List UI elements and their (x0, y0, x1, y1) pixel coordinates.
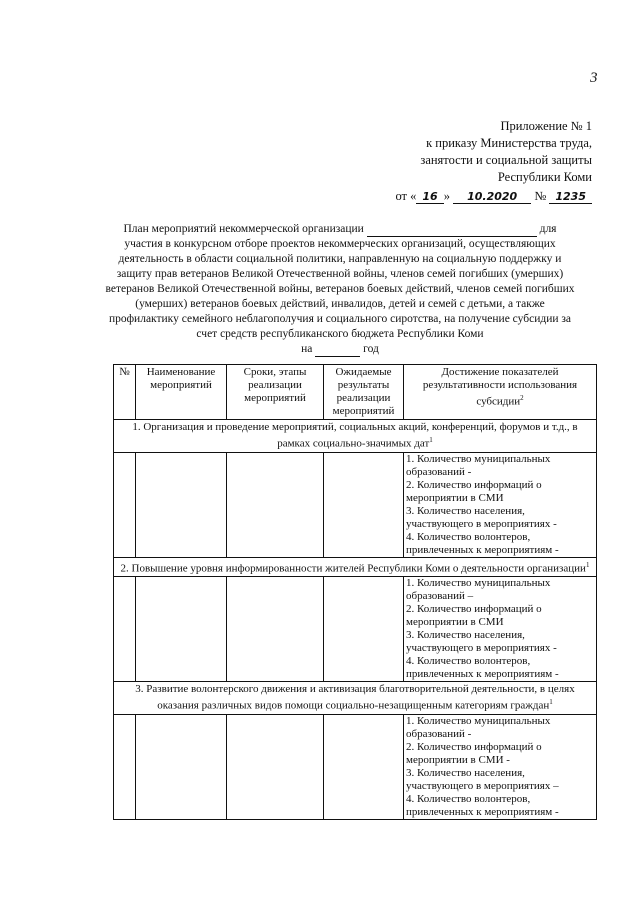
cell-terms (227, 577, 324, 682)
handwritten-month-year: 10.2020 (453, 190, 531, 204)
date-prefix: от « (395, 189, 417, 203)
cell-indicators (404, 577, 597, 682)
cell-expected (324, 452, 404, 557)
indicator-item: 4. Количество волонтеров, привлеченных к мероприятиям - (406, 530, 559, 556)
indicator-item: 3. Количество населения, участвующего в мероприятиях - (406, 629, 557, 655)
section-row (114, 557, 597, 577)
appendix-line: занятости и социальной защиты (420, 153, 592, 167)
indicator-item: 1. Количество муниципальных образований - (406, 452, 551, 478)
year-blank (315, 356, 360, 357)
section-row (114, 420, 597, 453)
indicator-item: 2. Количество информаций о мероприятии в СМИ (406, 603, 542, 629)
indicator-item: 3. Количество населения, участвующего в мероприятиях - (406, 504, 557, 530)
cell-name (136, 714, 227, 819)
indicator-item: 2. Количество информаций о мероприятии в СМИ (406, 478, 542, 504)
table-header-row (114, 365, 597, 420)
cell-name (136, 577, 227, 682)
cell-indicators (404, 452, 597, 557)
table-row (114, 577, 597, 682)
section-title: 2. Повышение уровня информированности жителей Республики Коми о деятельности организации$^1$ (114, 557, 597, 577)
plan-title-start: План мероприятий некоммерческой организации (123, 223, 364, 235)
cell-num (114, 452, 136, 557)
cell-terms (227, 452, 324, 557)
appendix-line: Приложение № 1 (500, 119, 592, 133)
plan-table (113, 364, 597, 820)
indicator-item: 2. Количество информаций о мероприятии в СМИ - (406, 740, 542, 766)
cell-terms (227, 714, 324, 819)
plan-title-body: для участия в конкурсном отборе проектов некоммерческих организаций, осуществляющих деятельность в области социальной политики, направленную на социальную поддержку и защиту прав ветеранов Великой Отечественной войны, членов семей погибших (умерших) ветеранов Великой Отечественной войны, ветеранов боевых действий, членов семей погибших (умерших) ветеранов боевых действий, инвалидов, детей и семей с детьми, а также профилактику семейного неблагополучия и социального сиротства, на получение субсидии за счет средств республиканского бюджета Республики Коми (105, 223, 575, 340)
handwritten-day: 16 (416, 190, 443, 204)
col-header-num: № (114, 365, 136, 420)
plan-year-line (105, 342, 575, 357)
indicator-item: 4. Количество волонтеров, привлеченных к мероприятиям - (406, 792, 559, 818)
page-number: 3 (590, 70, 598, 86)
indicator-item: 1. Количество муниципальных образований - (406, 714, 551, 740)
appendix-line: к приказу Министерства труда, (426, 136, 592, 150)
table-row (114, 452, 597, 557)
cell-num (114, 714, 136, 819)
handwritten-order-number: 1235 (549, 190, 592, 204)
cell-expected (324, 714, 404, 819)
appendix-line: Республики Коми (497, 170, 592, 184)
col-header-expected: Ожидаемые результаты реализации мероприятий (324, 365, 404, 420)
section-row (114, 682, 597, 715)
cell-expected (324, 577, 404, 682)
order-date-line (395, 188, 592, 205)
cell-num (114, 577, 136, 682)
col-header-terms: Сроки, этапы реализации мероприятий (227, 365, 324, 420)
section-title: 3. Развитие волонтерского движения и активизация благотворительной деятельности, в целях оказания различных видов помощи социально-незащищенным категориям граждан$^1$ (114, 682, 597, 715)
org-name-blank (367, 236, 537, 237)
col-header-name: Наименование мероприятий (136, 365, 227, 420)
indicator-item: 4. Количество волонтеров, привлеченных к мероприятиям - (406, 655, 559, 681)
table-row (114, 714, 597, 819)
number-prefix: № (534, 189, 547, 203)
section-title: 1. Организация и проведение мероприятий, социальных акций, конференций, форумов и т.д., в рамках социально-значимых дат$^1$ (114, 420, 597, 453)
appendix-block (395, 118, 592, 205)
indicator-item: 3. Количество населения, участвующего в мероприятиях – (406, 766, 559, 792)
indicator-item: 1. Количество муниципальных образований – (406, 577, 551, 603)
date-mid: » (443, 189, 450, 203)
cell-name (136, 452, 227, 557)
cell-indicators (404, 714, 597, 819)
plan-title (105, 222, 575, 357)
year-suffix: год (363, 343, 379, 355)
year-prefix: на (301, 343, 313, 355)
col-header-achievement: Достижение показателей результативности использования субсидии$^2$ (404, 365, 597, 420)
